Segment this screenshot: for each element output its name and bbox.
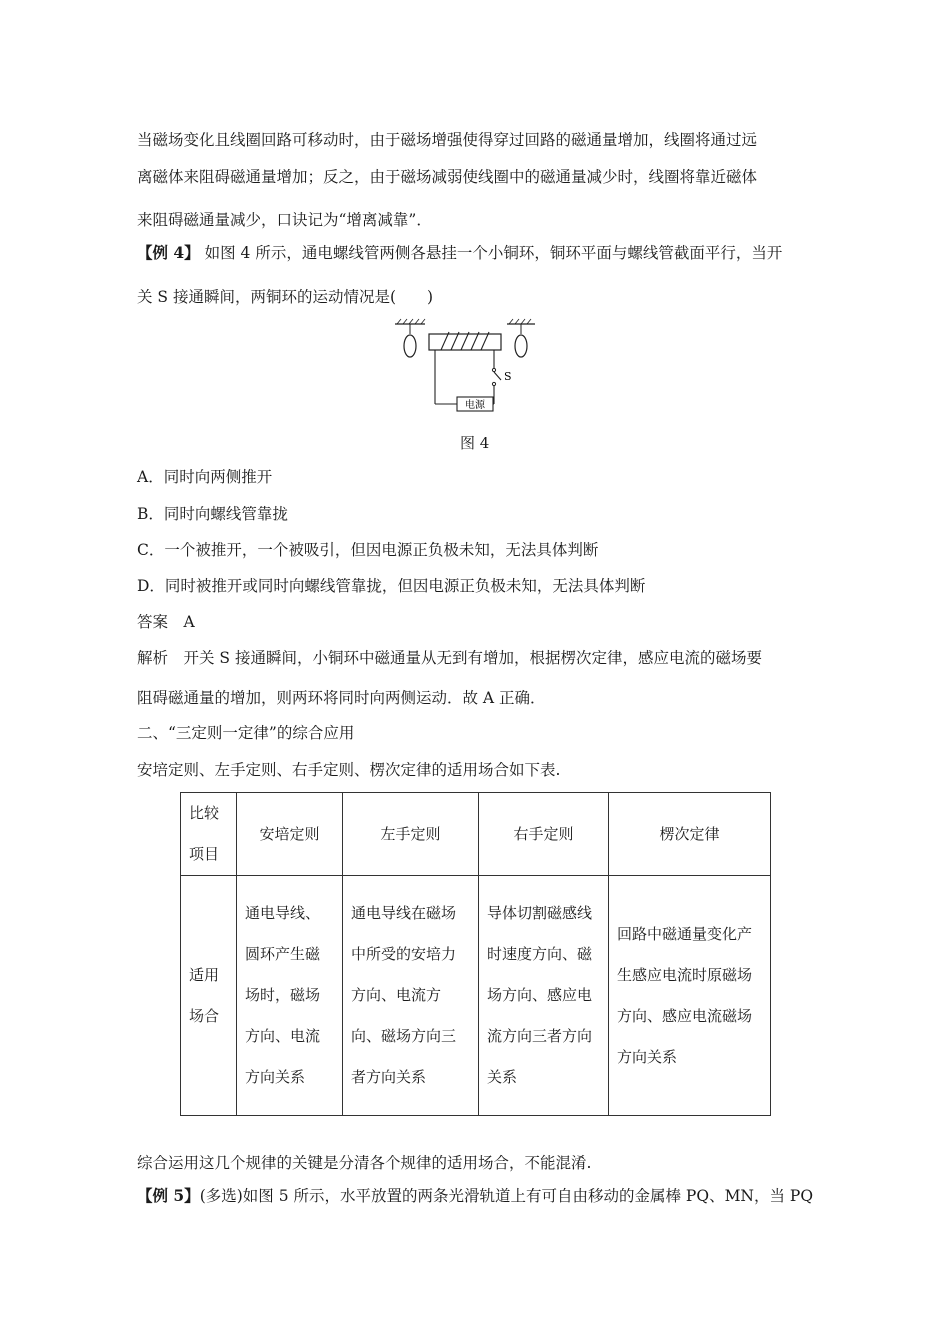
- example5-tag: 【例 5】: [137, 1186, 200, 1205]
- paragraph-line-3: 来阻碍磁通量减少，口诀记为“增离减靠”．: [137, 211, 432, 229]
- summary-line: 综合运用这几个规律的关键是分清各个规律的适用场合，不能混淆.: [137, 1154, 592, 1172]
- section-title: 二、“三定则一定律”的综合应用: [137, 724, 355, 742]
- table-row-label: 适用场合: [181, 876, 237, 1116]
- figure-4-caption: 图 4: [460, 434, 490, 452]
- table-corner-cell: 比较项目: [181, 793, 237, 876]
- option-d: D．同时被推开或同时向螺线管靠拢，但因电源正负极未知，无法具体判断: [137, 577, 646, 595]
- table-header-right-hand: 右手定则: [479, 793, 609, 876]
- table-header-left-hand: 左手定则: [343, 793, 479, 876]
- solenoid-circuit-figure: [395, 318, 535, 418]
- paragraph-line-1: 当磁场变化且线圈回路可移动时，由于磁场增强使得穿过回路的磁通量增加，线圈将通过远: [137, 131, 758, 149]
- example4-stem-line-2: 关 S 接通瞬间，两铜环的运动情况是( ): [137, 288, 434, 306]
- example4-tag: 【例 4】: [137, 243, 200, 262]
- power-source-label: 电源: [465, 400, 485, 411]
- example4-stem-text: 如图 4 所示，通电螺线管两侧各悬挂一个小铜环，铜环平面与螺线管截面平行，当开: [199, 244, 783, 262]
- example5-stem-line: [137, 1186, 813, 1206]
- section-intro: 安培定则、左手定则、右手定则、楞次定律的适用场合如下表.: [137, 761, 561, 779]
- table-cell-right-hand: 导体切割磁感线时速度方向、磁场方向、感应电流方向三者方向关系: [479, 876, 609, 1116]
- paragraph-line-2: 离磁体来阻碍磁通量增加；反之，由于磁场减弱使线圈中的磁通量减少时，线圈将靠近磁体: [137, 168, 758, 186]
- table-header-row: [181, 793, 771, 876]
- rules-comparison-table: [180, 792, 771, 1116]
- analysis-line-1: 解析 开关 S 接通瞬间，小铜环中磁通量从无到有增加，根据楞次定律，感应电流的磁场要: [137, 649, 762, 667]
- example5-stem-text: (多选)如图 5 所示，水平放置的两条光滑轨道上有可自由移动的金属棒 PQ、MN，当 PQ: [199, 1187, 814, 1205]
- analysis-line-2: 阻碍磁通量的增加，则两环将同时向两侧运动．故 A 正确．: [137, 689, 546, 707]
- table-cell-left-hand: 通电导线在磁场中所受的安培力方向、电流方向、磁场方向三者方向关系: [343, 876, 479, 1116]
- table-header-lenz: 楞次定律: [609, 793, 771, 876]
- answer-line: 答案 A: [137, 613, 195, 631]
- switch-label: S: [504, 370, 512, 383]
- option-a: A．同时向两侧推开: [137, 468, 273, 486]
- table-cell-lenz: 回路中磁通量变化产生感应电流时原磁场方向、感应电流磁场方向关系: [609, 876, 771, 1116]
- option-b: B．同时向螺线管靠拢: [137, 505, 288, 523]
- table-header-ampere: 安培定则: [237, 793, 343, 876]
- table-cell-ampere: 通电导线、圆环产生磁场时，磁场方向、电流方向关系: [237, 876, 343, 1116]
- table-row: [181, 876, 771, 1116]
- example4-stem-line-1: [137, 243, 782, 263]
- option-c: C．一个被推开，一个被吸引，但因电源正负极未知，无法具体判断: [137, 541, 599, 559]
